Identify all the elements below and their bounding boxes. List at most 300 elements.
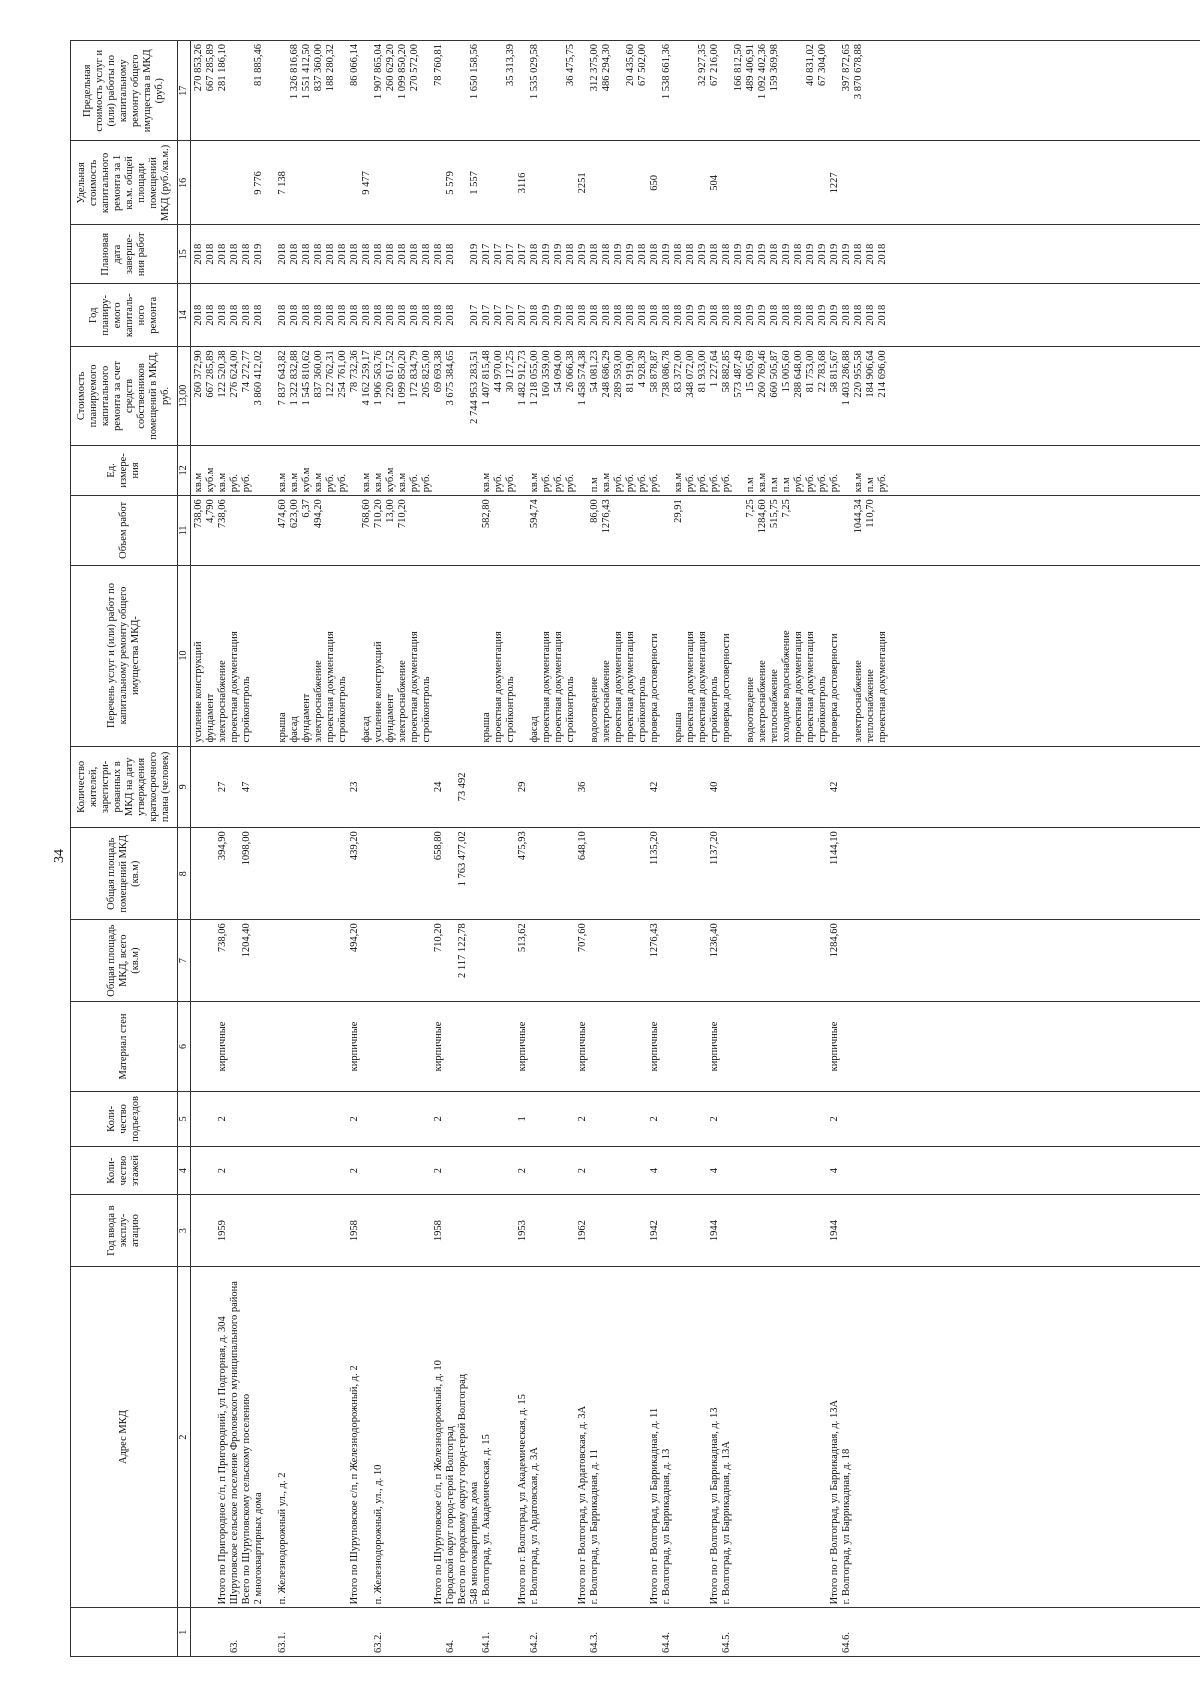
cell-line bbox=[445, 1150, 457, 1192]
cell-line bbox=[265, 449, 277, 493]
cell-line bbox=[793, 1005, 805, 1088]
cell-line bbox=[253, 449, 265, 493]
cell-line: 2018 bbox=[673, 304, 684, 326]
cell-line bbox=[781, 1150, 793, 1192]
cell-line: руб. bbox=[493, 474, 504, 493]
cell-line: 40 bbox=[709, 781, 720, 793]
cell-line bbox=[457, 499, 469, 561]
cell-line: руб. bbox=[553, 474, 564, 493]
cell-line bbox=[733, 1270, 745, 1605]
cell-line bbox=[241, 1611, 253, 1653]
cell-line: п. Железнодорожный ул., д. 2 bbox=[277, 1472, 288, 1605]
cell-line bbox=[301, 1095, 313, 1143]
cell-line bbox=[361, 1198, 373, 1262]
cell-line bbox=[229, 1198, 241, 1262]
cell-line bbox=[805, 1150, 817, 1192]
cell-line: 2018 bbox=[361, 304, 372, 326]
cell-line bbox=[277, 1198, 289, 1262]
cell-line bbox=[325, 831, 337, 916]
cell-line: водоотведение bbox=[745, 677, 756, 743]
cell-line bbox=[373, 1198, 385, 1262]
cell-line bbox=[265, 44, 277, 137]
cell-line bbox=[349, 569, 361, 743]
cell-line bbox=[421, 1150, 433, 1192]
cell-line bbox=[421, 1270, 433, 1605]
cell-line: 4 bbox=[649, 1167, 660, 1174]
cell-line: руб. bbox=[709, 474, 720, 493]
cell-line bbox=[301, 923, 313, 998]
cell-line bbox=[289, 1005, 301, 1088]
cell-line: г. Волгоград, ул. Академическая, д. 15 bbox=[481, 1434, 492, 1605]
cell-line: 54 094,00 bbox=[553, 350, 564, 393]
cell-line bbox=[325, 1611, 337, 1653]
cell-line: фундамент bbox=[301, 693, 312, 743]
cell-line bbox=[481, 923, 493, 998]
cell-line bbox=[409, 1005, 421, 1088]
col-1-lines bbox=[191, 1608, 879, 1656]
cell-line: 260 769,46 bbox=[757, 350, 768, 398]
cell-line bbox=[661, 831, 673, 916]
cell-line: 2018 bbox=[373, 304, 384, 326]
cell-line bbox=[745, 1150, 757, 1192]
col-residents-cell bbox=[191, 746, 1200, 828]
cell-line bbox=[841, 750, 853, 825]
cell-line bbox=[265, 350, 277, 441]
cell-line: стройконтроль bbox=[505, 676, 516, 743]
cell-line bbox=[721, 1005, 733, 1088]
cell-line bbox=[589, 1005, 601, 1088]
cell-line bbox=[445, 1005, 457, 1088]
cell-line: 81 753,00 bbox=[805, 350, 816, 393]
cell-line bbox=[721, 1150, 733, 1192]
cell-line bbox=[469, 750, 481, 825]
cell-line: руб. bbox=[613, 474, 624, 493]
cell-line bbox=[661, 1005, 673, 1088]
cell-line: кв.м bbox=[373, 472, 384, 493]
cell-line bbox=[445, 499, 457, 561]
column-number: 2 bbox=[178, 1266, 191, 1608]
cell-line bbox=[337, 923, 349, 998]
header-unit-cost: Удельная стоимость капитального ремонта за 1 кв.м. общей площади помещений МКД (руб./кв.м.) bbox=[71, 141, 178, 225]
cell-line: 2018 bbox=[385, 304, 396, 326]
cell-line bbox=[325, 1198, 337, 1262]
cell-line: 1958 bbox=[433, 1220, 444, 1242]
cell-line bbox=[817, 831, 829, 916]
cell-line bbox=[349, 499, 361, 561]
cell-line bbox=[793, 1150, 805, 1192]
cell-line: 1 092 402,36 bbox=[757, 44, 768, 100]
cell-line bbox=[553, 923, 565, 998]
table-body-row bbox=[191, 41, 1200, 1657]
cell-line: 667 285,89 bbox=[205, 44, 216, 92]
cell-line: 4,790 bbox=[205, 499, 216, 523]
col-unit-cell bbox=[191, 445, 1200, 496]
cell-line bbox=[769, 144, 781, 221]
cell-line bbox=[565, 1611, 577, 1653]
cell-line: 1 535 029,58 bbox=[529, 44, 540, 100]
column-number: 15 bbox=[178, 225, 191, 284]
cell-line bbox=[661, 144, 673, 221]
cell-line: теплоснабжение bbox=[769, 669, 780, 743]
cell-line bbox=[349, 144, 361, 221]
rotated-page bbox=[70, 0, 1200, 1697]
cell-line: 63. bbox=[229, 1639, 240, 1653]
cell-line bbox=[625, 1198, 637, 1262]
cell-line: усиление конструкций bbox=[193, 641, 204, 743]
column-number: 14 bbox=[178, 284, 191, 347]
cell-line: 35 313,39 bbox=[505, 44, 516, 86]
cell-line bbox=[709, 499, 721, 561]
cell-line bbox=[205, 1005, 217, 1088]
cell-line: 2018 bbox=[421, 243, 432, 265]
column-number: 17 bbox=[178, 41, 191, 141]
column-number: 8 bbox=[178, 828, 191, 920]
cell-line bbox=[445, 569, 457, 743]
cell-line: стройконтроль bbox=[709, 676, 720, 743]
cell-line bbox=[277, 1095, 289, 1143]
cell-line: руб. bbox=[337, 474, 348, 493]
cell-line bbox=[493, 1611, 505, 1653]
cell-line: 1958 bbox=[349, 1220, 360, 1242]
cell-line bbox=[421, 499, 433, 561]
cell-line bbox=[841, 1095, 853, 1143]
cell-line bbox=[289, 1611, 301, 1653]
cell-line bbox=[337, 1198, 349, 1262]
cell-line: 2018 bbox=[721, 304, 732, 326]
cell-line bbox=[601, 750, 613, 825]
cell-line bbox=[505, 1005, 517, 1088]
cell-line: 2019 bbox=[829, 304, 840, 326]
cell-line: теплоснабжение bbox=[865, 669, 876, 743]
cell-line bbox=[685, 1611, 697, 1653]
cell-line: кв.м bbox=[673, 472, 684, 493]
cell-line bbox=[685, 1150, 697, 1192]
cell-line bbox=[781, 923, 793, 998]
cell-line: 6,37 bbox=[301, 499, 312, 518]
cell-line bbox=[529, 144, 541, 221]
cell-line: кв.м bbox=[481, 472, 492, 493]
cell-line bbox=[277, 831, 289, 916]
cell-line bbox=[289, 923, 301, 998]
cell-line: 2019 bbox=[817, 243, 828, 265]
cell-line: 15 005,60 bbox=[781, 350, 792, 393]
cell-line bbox=[409, 499, 421, 561]
cell-line bbox=[685, 44, 697, 137]
cell-line bbox=[373, 1095, 385, 1143]
cell-line bbox=[841, 499, 853, 561]
cell-line bbox=[649, 1611, 661, 1653]
cell-line: 2018 bbox=[877, 243, 888, 265]
cell-line: 710,20 bbox=[373, 499, 384, 529]
cell-line bbox=[469, 831, 481, 916]
cell-line bbox=[421, 144, 433, 221]
cell-line bbox=[841, 449, 853, 493]
cell-line: 7 138 bbox=[277, 171, 288, 195]
cell-line bbox=[433, 499, 445, 561]
cell-line: п.м bbox=[769, 477, 780, 493]
cell-line: 2018 bbox=[649, 243, 660, 265]
cell-line: электроснабжение bbox=[217, 660, 228, 743]
cell-line bbox=[565, 499, 577, 561]
cell-line bbox=[337, 750, 349, 825]
cell-line bbox=[805, 831, 817, 916]
cell-line: 15 005,69 bbox=[745, 350, 756, 393]
cell-line bbox=[697, 1095, 709, 1143]
cell-line bbox=[745, 1198, 757, 1262]
col-volume-lines bbox=[191, 496, 891, 564]
cell-line bbox=[445, 44, 457, 137]
cell-line: 1 907 865,04 bbox=[373, 44, 384, 100]
cell-line: 2018 bbox=[433, 243, 444, 265]
header-unit: Ед. измере-ния bbox=[71, 445, 178, 496]
col-unit-cost-cell bbox=[191, 141, 1200, 225]
cell-line bbox=[337, 144, 349, 221]
cell-line bbox=[493, 144, 505, 221]
cell-line bbox=[457, 1150, 469, 1192]
cell-line: 2018 bbox=[613, 304, 624, 326]
cell-line bbox=[361, 923, 373, 998]
cell-line: 9 776 bbox=[253, 171, 264, 195]
cell-line bbox=[733, 1611, 745, 1653]
cell-line bbox=[205, 923, 217, 998]
col-1-cell bbox=[191, 1608, 1200, 1657]
col-completion-date-cell bbox=[191, 225, 1200, 284]
column-number: 7 bbox=[178, 920, 191, 1002]
cell-line bbox=[541, 923, 553, 998]
cell-line: кв.м bbox=[217, 472, 228, 493]
cell-line bbox=[493, 44, 505, 137]
cell-line bbox=[481, 1005, 493, 1088]
cell-line bbox=[205, 750, 217, 825]
cell-line: 254 761,00 bbox=[337, 350, 348, 398]
cell-line: 1944 bbox=[829, 1220, 840, 1242]
cell-line: 29,91 bbox=[673, 499, 684, 523]
cell-line bbox=[433, 1611, 445, 1653]
cell-line bbox=[865, 1611, 877, 1653]
cell-line: кв.м bbox=[361, 472, 372, 493]
cell-line: г. Волгоград, ул Баррикадная, д. 13 bbox=[661, 1448, 672, 1605]
cell-line: 67 304,00 bbox=[817, 44, 828, 86]
cell-line bbox=[457, 1005, 469, 1088]
cell-line: 2018 bbox=[325, 243, 336, 265]
cell-line bbox=[193, 831, 205, 916]
cell-line: руб. bbox=[229, 474, 240, 493]
cell-line bbox=[853, 144, 865, 221]
cell-line: 2 744 953 283,51 bbox=[469, 350, 480, 424]
cell-line bbox=[481, 750, 493, 825]
cell-line bbox=[289, 750, 301, 825]
cell-line: 1276,43 bbox=[649, 923, 660, 958]
cell-line bbox=[673, 1198, 685, 1262]
cell-line: проектная документация bbox=[697, 631, 708, 743]
cell-line bbox=[781, 1095, 793, 1143]
cell-line: 122 520,38 bbox=[217, 350, 228, 398]
cell-line: 4 bbox=[709, 1167, 720, 1174]
cell-line bbox=[313, 750, 325, 825]
cell-line: 2 bbox=[577, 1116, 588, 1122]
cell-line: проектная документация bbox=[229, 631, 240, 743]
cell-line bbox=[313, 1005, 325, 1088]
col-unit-cost-lines bbox=[191, 141, 867, 224]
cell-line bbox=[553, 1150, 565, 1192]
cell-line: 2 bbox=[433, 1116, 444, 1122]
cell-line bbox=[793, 831, 805, 916]
cell-line: фундамент bbox=[385, 693, 396, 743]
cell-line: 658,80 bbox=[433, 831, 444, 861]
col-works-list-lines bbox=[191, 566, 891, 746]
cell-line bbox=[205, 1611, 217, 1653]
cell-line bbox=[553, 144, 565, 221]
cell-line: кирпичные bbox=[517, 1021, 528, 1072]
cell-line bbox=[505, 144, 517, 221]
cell-line: 81 885,46 bbox=[253, 44, 264, 86]
cell-line bbox=[301, 1198, 313, 1262]
cell-line bbox=[301, 750, 313, 825]
cell-line bbox=[553, 499, 565, 561]
cell-line: 2018 bbox=[433, 304, 444, 326]
cell-line bbox=[817, 499, 829, 561]
cell-line: п.м bbox=[589, 477, 600, 493]
cell-line bbox=[409, 1095, 421, 1143]
header-wall-material: Материал стен bbox=[71, 1001, 178, 1091]
cell-line: 2018 bbox=[241, 304, 252, 326]
cell-line bbox=[781, 750, 793, 825]
cell-line: 1 322 832,88 bbox=[289, 350, 300, 406]
cell-line bbox=[241, 1150, 253, 1192]
cell-line bbox=[625, 144, 637, 221]
cell-line bbox=[697, 750, 709, 825]
cell-line bbox=[517, 569, 529, 743]
cell-line: кирпичные bbox=[577, 1021, 588, 1072]
cell-line: фундамент bbox=[205, 693, 216, 743]
cell-line bbox=[745, 923, 757, 998]
cell-line: кв.м bbox=[289, 472, 300, 493]
cell-line bbox=[601, 1198, 613, 1262]
cell-line: 2018 bbox=[589, 243, 600, 265]
cell-line: 1 538 661,36 bbox=[661, 44, 672, 100]
cell-line bbox=[793, 750, 805, 825]
cell-line: крыша bbox=[277, 712, 288, 743]
cell-line: 2018 bbox=[337, 304, 348, 326]
cell-line: 214 696,00 bbox=[877, 350, 888, 398]
cell-line bbox=[409, 750, 421, 825]
cell-line bbox=[409, 1198, 421, 1262]
cell-line bbox=[361, 1005, 373, 1088]
cell-line bbox=[457, 350, 469, 441]
cell-line bbox=[673, 1150, 685, 1192]
cell-line bbox=[193, 144, 205, 221]
cell-line: руб. bbox=[685, 474, 696, 493]
cell-line: 1 326 816,68 bbox=[289, 44, 300, 100]
cell-line bbox=[541, 1270, 553, 1605]
cell-line: 2018 bbox=[253, 304, 264, 326]
cell-line: 2018 bbox=[721, 243, 732, 265]
col-cost-cell bbox=[191, 347, 1200, 445]
cell-line bbox=[397, 1095, 409, 1143]
cell-line: 2 bbox=[649, 1116, 660, 1122]
cell-line bbox=[673, 1270, 685, 1605]
cell-line: руб. bbox=[541, 474, 552, 493]
cell-line: 1 906 563,76 bbox=[373, 350, 384, 406]
cell-line bbox=[613, 1095, 625, 1143]
col-repair-year-cell bbox=[191, 284, 1200, 347]
header-completion-date: Плановая дата заверше-ния работ bbox=[71, 225, 178, 284]
cell-line: 3 860 412,02 bbox=[253, 350, 264, 406]
cell-line: водоотведение bbox=[589, 677, 600, 743]
cell-line bbox=[553, 1611, 565, 1653]
cell-line bbox=[193, 1150, 205, 1192]
cell-line bbox=[301, 1611, 313, 1653]
cell-line: 2019 bbox=[745, 243, 756, 265]
cell-line: 67 216,00 bbox=[709, 44, 720, 86]
cell-line: 582,80 bbox=[481, 499, 492, 529]
cell-line bbox=[565, 750, 577, 825]
cell-line bbox=[769, 750, 781, 825]
cell-line bbox=[265, 750, 277, 825]
cell-line: 3116 bbox=[517, 172, 528, 194]
cell-line bbox=[289, 1095, 301, 1143]
header-col-1 bbox=[71, 1608, 178, 1657]
cell-line bbox=[805, 1005, 817, 1088]
cell-line bbox=[661, 569, 673, 743]
cell-line bbox=[601, 1611, 613, 1653]
cell-line bbox=[613, 499, 625, 561]
cell-line bbox=[553, 831, 565, 916]
cell-line: 64.1. bbox=[481, 1632, 492, 1653]
cell-line bbox=[565, 1270, 577, 1605]
cell-line bbox=[793, 144, 805, 221]
cell-line bbox=[817, 1005, 829, 1088]
cell-line bbox=[709, 1611, 721, 1653]
header-row bbox=[71, 41, 178, 1657]
cell-line: 74 272,77 bbox=[241, 350, 252, 393]
cell-line bbox=[685, 750, 697, 825]
cell-line: 1044,34 bbox=[853, 499, 864, 534]
cell-line bbox=[865, 44, 877, 137]
cell-line bbox=[349, 449, 361, 493]
header-volume: Объем работ bbox=[71, 496, 178, 565]
col-premises-area-cell bbox=[191, 828, 1200, 920]
cell-line: 9 477 bbox=[361, 171, 372, 195]
cell-line bbox=[325, 1095, 337, 1143]
cell-line bbox=[517, 44, 529, 137]
cell-line: усиление конструкций bbox=[373, 641, 384, 743]
cell-line bbox=[745, 831, 757, 916]
cell-line: 2018 bbox=[325, 304, 336, 326]
cell-line bbox=[253, 750, 265, 825]
cell-line: г. Волгоград, ул Ардатовская, д. 3А bbox=[529, 1447, 540, 1605]
cell-line bbox=[253, 1611, 265, 1653]
cell-line bbox=[217, 144, 229, 221]
cell-line: проектная документация bbox=[625, 631, 636, 743]
cell-line: 1953 bbox=[517, 1220, 528, 1242]
cell-line bbox=[637, 750, 649, 825]
cell-line: 64.5. bbox=[721, 1632, 732, 1653]
cell-line: 2018 bbox=[445, 243, 456, 265]
cell-line bbox=[205, 1095, 217, 1143]
cell-line bbox=[853, 1095, 865, 1143]
cell-line bbox=[757, 1198, 769, 1262]
cell-line bbox=[697, 1611, 709, 1653]
cell-line bbox=[853, 1198, 865, 1262]
cell-line: 4 928,39 bbox=[637, 350, 648, 388]
cell-line: 738 086,78 bbox=[661, 350, 672, 398]
cell-line: кирпичные bbox=[217, 1021, 228, 1072]
cell-line bbox=[529, 1005, 541, 1088]
cell-line bbox=[769, 1005, 781, 1088]
cell-line bbox=[601, 923, 613, 998]
cell-line bbox=[397, 750, 409, 825]
